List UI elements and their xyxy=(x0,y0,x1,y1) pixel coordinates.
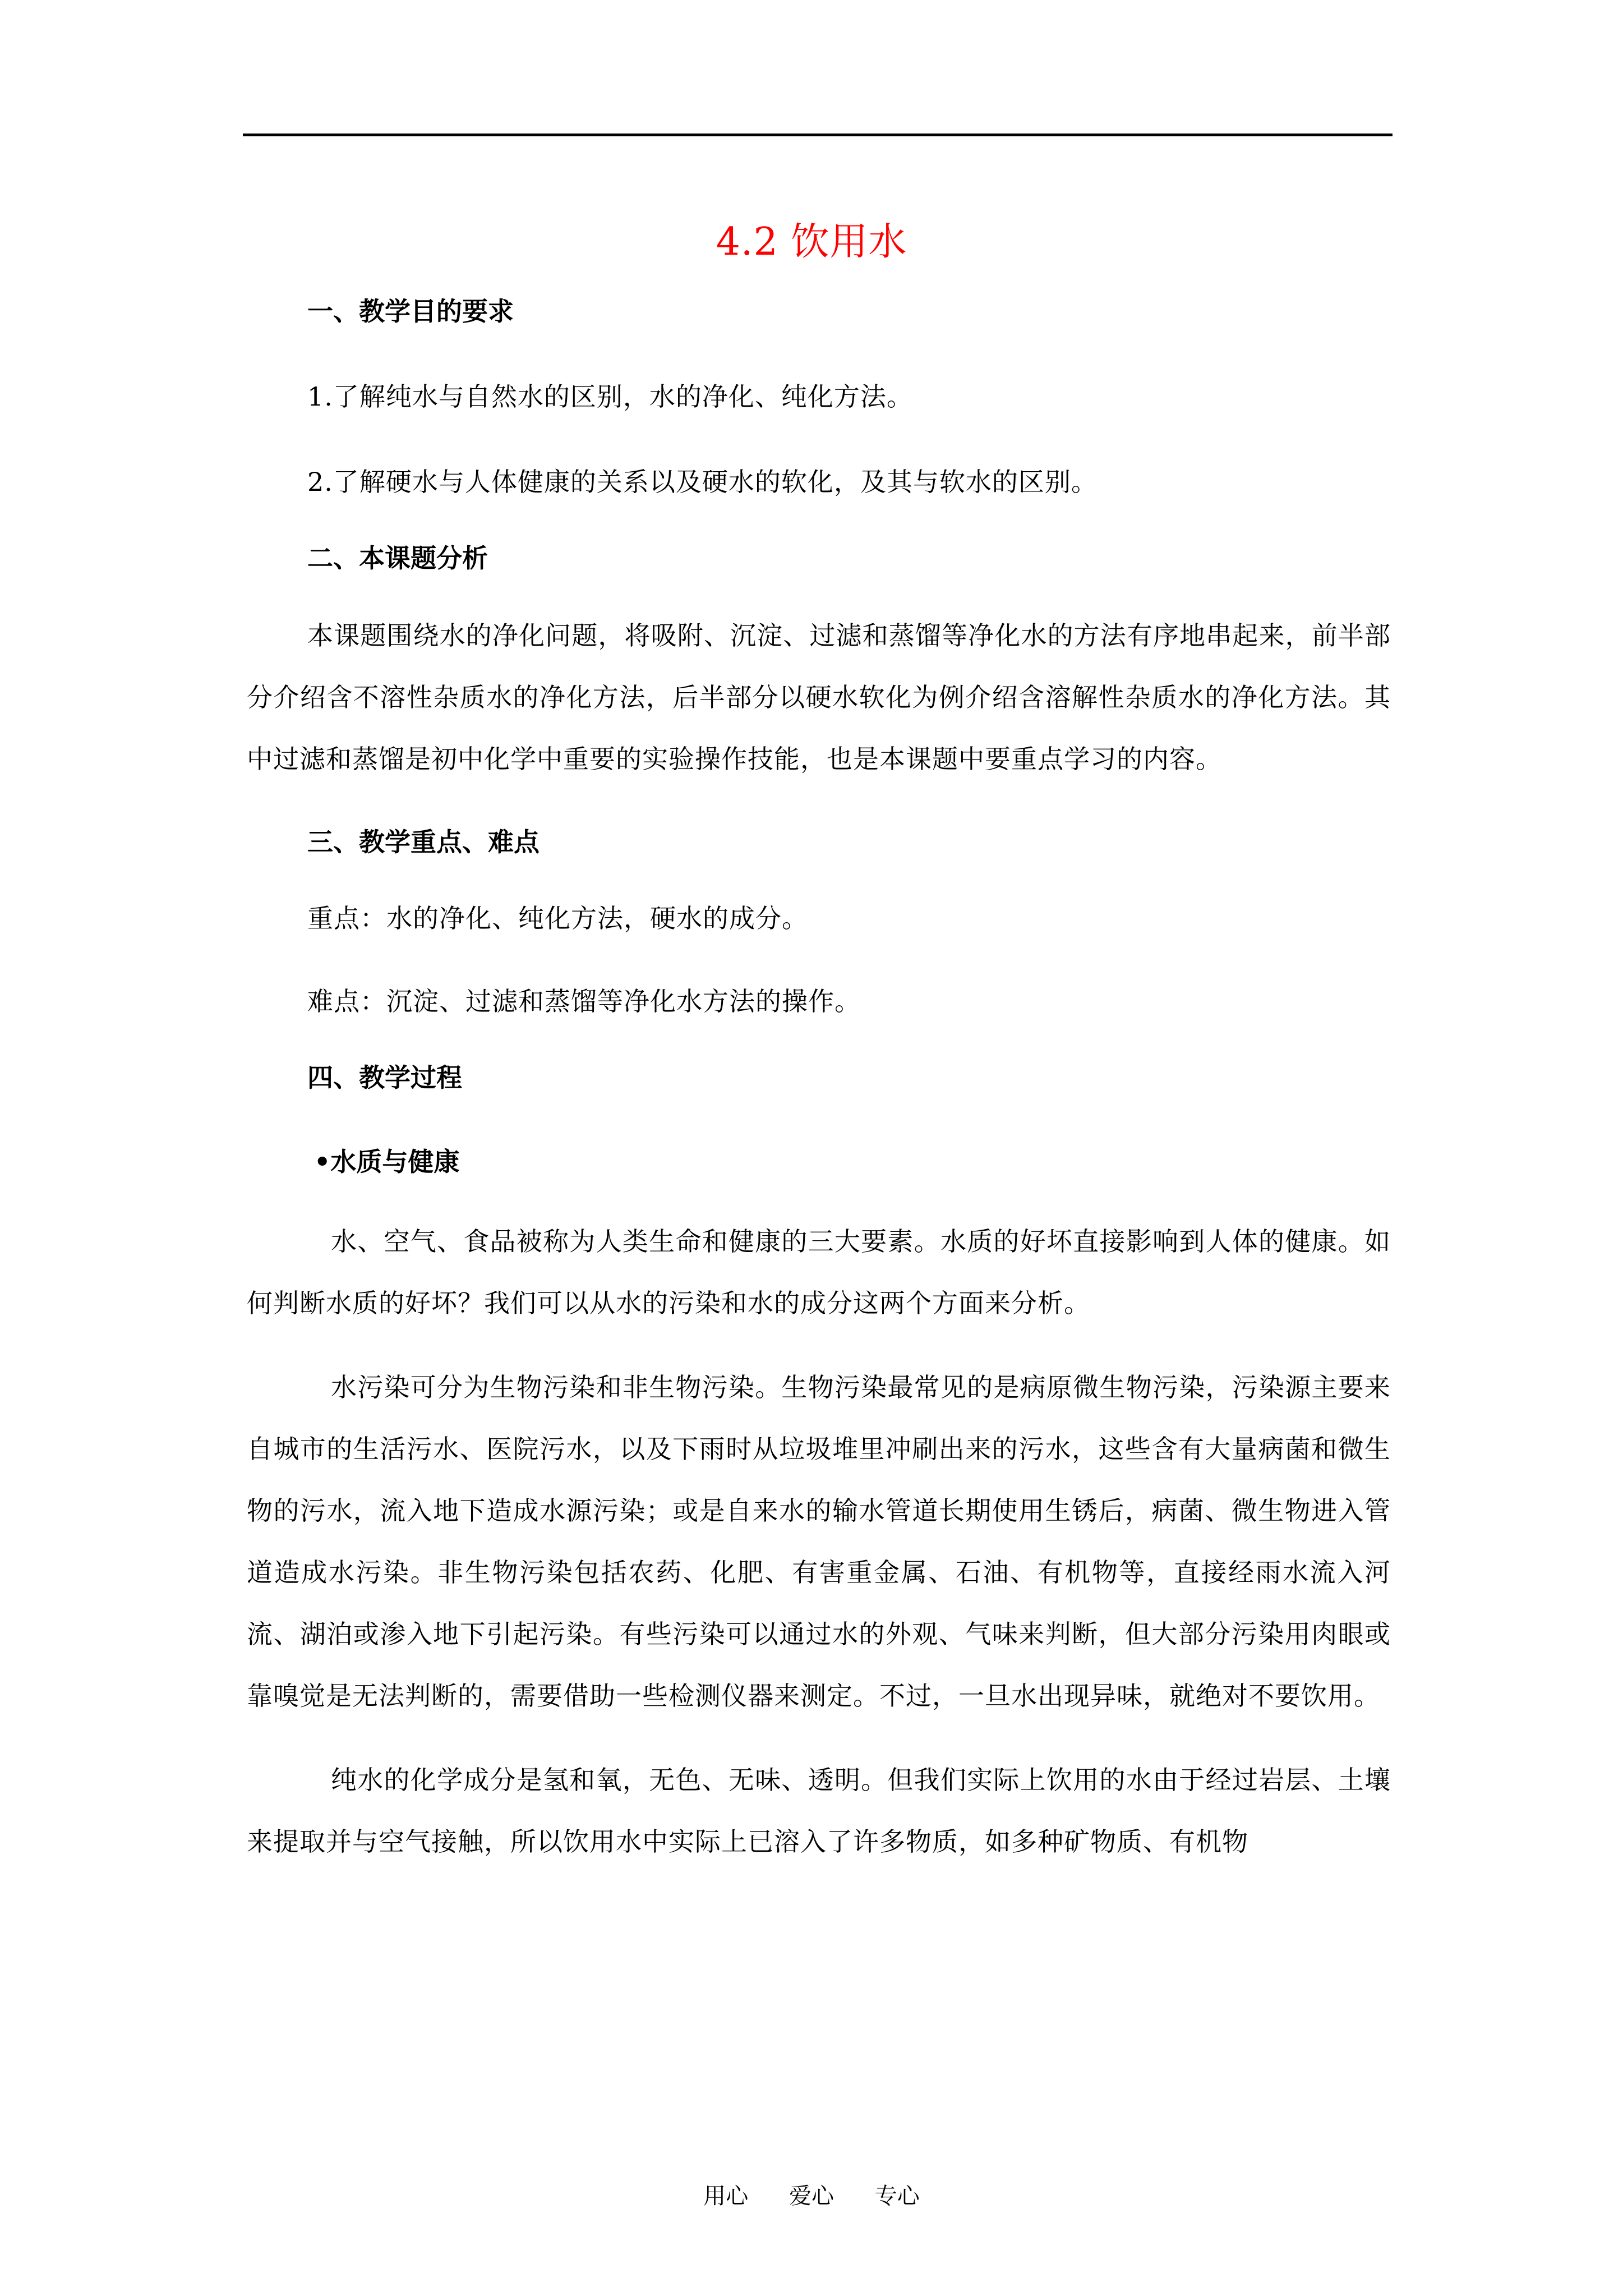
analysis-paragraph: 本课题围绕水的净化问题，将吸附、沉淀、过滤和蒸馏等净化水的方法有序地串起来，前半部分介绍含不溶性杂质水的净化方法，后半部分以硬水软化为例介绍含溶解性杂质水的净化方法。其中过滤和蒸馏是初中化学中重要的实验操作技能，也是本课题中要重点学习的内容。 xyxy=(247,620,1391,774)
difficult-point: 难点：沉淀、过滤和蒸馏等净化水方法的操作。 xyxy=(307,986,861,1016)
page-footer xyxy=(0,2179,1623,2213)
section-heading-1: 一、教学目的要求 xyxy=(307,296,514,326)
page-title: 4.2 饮用水 xyxy=(716,220,907,264)
section-heading-2: 二、本课题分析 xyxy=(307,543,488,573)
objective-2: 2.了解硬水与人体健康的关系以及硬水的软化，及其与软水的区别。 xyxy=(307,467,1098,497)
footer-word-3: 专心 xyxy=(874,2183,920,2209)
paragraph-pure-water: 纯水的化学成分是氢和氧，无色、无味、透明。但我们实际上饮用的水由于经过岩层、土壤来提取并与空气接触，所以饮用水中实际上已溶入了许多物质，如多种矿物质、有机物 xyxy=(247,1765,1391,1857)
footer-word-2: 爱心 xyxy=(789,2183,834,2209)
header-rule xyxy=(243,134,1393,136)
footer-word-1: 用心 xyxy=(703,2183,749,2209)
paragraph-water-pollution: 水污染可分为生物污染和非生物污染。生物污染最常见的是病原微生物污染，污染源主要来自城市的生活污水、医院污水，以及下雨时从垃圾堆里冲刷出来的污水，这些含有大量病菌和微生物的污水，流入地下造成水源污染；或是自来水的输水管道长期使用生锈后，病菌、微生物进入管道造成水污染。非生物污染包括农药、化肥、有害重金属、石油、有机物等，直接经雨水流入河流、湖泊或渗入地下引起污染。有些污染可以通过水的外观、气味来判断，但大部分污染用肉眼或靠嗅觉是无法判断的，需要借助一些检测仪器来测定。不过，一旦水出现异味，就绝对不要饮用。 xyxy=(247,1372,1391,1711)
section-heading-3: 三、教学重点、难点 xyxy=(307,827,540,857)
section-heading-4: 四、教学过程 xyxy=(307,1062,462,1093)
key-point: 重点：水的净化、纯化方法，硬水的成分。 xyxy=(307,903,808,933)
subsection-heading: •水质与健康 xyxy=(314,1147,460,1177)
objective-1: 1.了解纯水与自然水的区别，水的净化、纯化方法。 xyxy=(307,381,913,412)
paragraph-water-quality: 水、空气、食品被称为人类生命和健康的三大要素。水质的好坏直接影响到人体的健康。如何判断水质的好坏？我们可以从水的污染和水的成分这两个方面来分析。 xyxy=(247,1226,1391,1318)
document-body xyxy=(247,292,1391,1872)
